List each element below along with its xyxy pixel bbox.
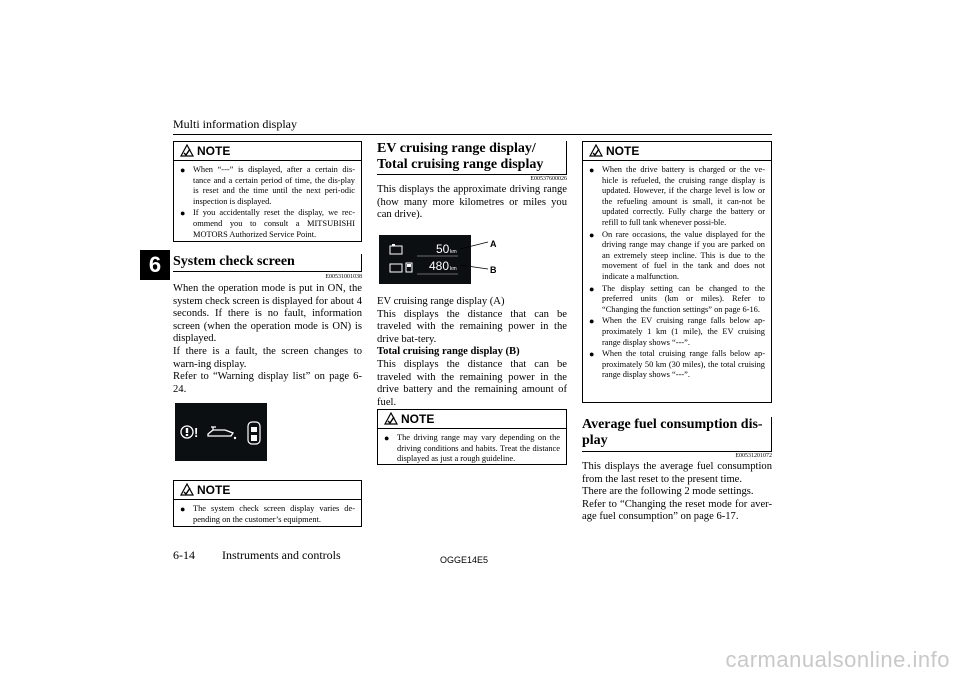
paragraph: This displays the distance that can be traveled with the remaining power in the drive battery and the remaining amount of fuel.	[377, 358, 567, 408]
ev-range-heading: EV cruising range display (A)	[377, 296, 505, 307]
note-warning-icon	[384, 412, 398, 426]
note-item: ● When “---” is displayed, after a certain dis-tance and a certain period of time, the dis-play is reset and the time until the next peri-odic inspection is displayed.	[180, 165, 355, 206]
note-header	[174, 142, 361, 161]
footer-page-number: 6-14	[173, 548, 195, 562]
note-list	[378, 429, 566, 470]
note-box	[377, 409, 567, 465]
ev-range-explanations	[377, 296, 567, 409]
section-rule-vertical	[566, 141, 567, 175]
paragraph: There are the following 2 mode settings.	[582, 486, 754, 498]
section-rule	[582, 451, 772, 452]
system-check-display-image	[175, 403, 267, 461]
system-check-body	[173, 283, 362, 396]
note-item: ● If you accidentally reset the display, we rec-ommend you to consult a MITSUBISHI MOTORS Authorized Service Point.	[180, 208, 355, 239]
note-header	[583, 142, 771, 161]
note-item: ● The display setting can be changed to the preferred units (km or miles). Refer to “Changing the function settings” on page 6-16.	[589, 283, 765, 314]
footer-document-code: OGGE14E5	[440, 555, 489, 565]
section-rule-vertical	[771, 417, 772, 452]
note-item: ● On rare occasions, the value displayed for the driving range may change if you are parked on an extremely steep incline. This is due to the movement of fuel in the tank and does not indicate a malfunction.	[589, 229, 765, 281]
cruising-range-display-image	[379, 235, 471, 284]
running-header: Multi information display	[173, 117, 297, 131]
ev-range-intro: This displays the approximate driving range (how many more kilometres or miles you can drive).	[377, 184, 567, 221]
note-item: ● When the drive battery is charged or the ve-hicle is refueled, the cruising range display is updated. However, if the charge level is low or the refueling amount is small, it can-not be updated correctly. Fully charge the battery or refill to full tank whenever possi-ble.	[589, 165, 765, 227]
header-rule	[173, 134, 772, 135]
section-rule-vertical	[361, 254, 362, 272]
note-warning-icon	[180, 144, 194, 158]
callout-leaders	[460, 235, 505, 285]
callout-b: B	[490, 265, 497, 275]
note-item: ● The driving range may vary depending on the driving conditions and habits. Treat the distance displayed as just a rough guideline.	[384, 433, 560, 464]
section-rule	[173, 271, 362, 272]
note-item: ● The system check screen display varies de-pending on the customer’s equipment.	[180, 504, 355, 524]
note-label: NOTE	[606, 144, 640, 158]
note-label: NOTE	[197, 483, 231, 497]
paragraph: Refer to “Warning display list” on page 6-24.	[173, 371, 362, 395]
paragraph: If there is a fault, the screen changes to warn-ing display.	[173, 345, 362, 370]
paragraph: This displays the distance that can be traveled with the remaining power in the drive bat-tery.	[377, 308, 567, 345]
total-range-heading: Total cruising range display (B)	[377, 346, 520, 358]
note-box	[582, 141, 772, 403]
watermark: carmanualsonline.info	[725, 647, 950, 672]
paragraph: This displays the average fuel consumption from the last reset to the present time.	[582, 461, 772, 485]
note-label: NOTE	[401, 412, 435, 426]
note-label: NOTE	[197, 144, 231, 158]
note-header	[378, 410, 566, 429]
section-title-ev-range: EV cruising range display/ Total cruising range display	[377, 141, 544, 172]
paragraph: When the operation mode is put in ON, the system check screen is displayed for about 4 seconds. If there is no fault, information screen (when the operation mode is ON) is displayed.	[173, 283, 362, 345]
paragraph: Refer to “Changing the reset mode for aver-age fuel consumption” on page 6-17.	[582, 498, 772, 523]
section-code: E00531201072	[735, 453, 772, 459]
total-range-value: 480	[429, 259, 450, 273]
chapter-tab: 6	[140, 250, 170, 280]
ev-range-value: 50	[436, 242, 450, 256]
note-box	[173, 141, 362, 242]
note-header	[174, 481, 361, 500]
ev-range-unit: km	[450, 249, 457, 255]
section-code: E00531001038	[325, 274, 362, 280]
callout-a: A	[490, 239, 497, 249]
average-fuel-body	[582, 461, 772, 524]
footer-section-name: Instruments and controls	[222, 548, 341, 562]
section-title-average-fuel: Average fuel consumption dis- play	[582, 417, 763, 448]
note-item: ● When the total cruising range falls below ap-proximately 50 km (30 miles), the total cruising range display shows “---”.	[589, 349, 765, 380]
note-warning-icon	[180, 483, 194, 497]
note-list	[583, 161, 771, 386]
total-range-unit: km	[450, 266, 457, 272]
note-list	[174, 500, 361, 530]
svg-text:!: !	[194, 425, 199, 440]
section-rule	[377, 174, 567, 175]
section-title-system-check: System check screen	[173, 254, 295, 269]
note-list	[174, 161, 361, 245]
note-item: ● When the EV cruising range falls below ap-proximately 1 km (1 mile), the EV cruising range display shows “---”.	[589, 316, 765, 347]
note-box	[173, 480, 362, 527]
note-warning-icon	[589, 144, 603, 158]
system-check-warning-icons	[175, 403, 267, 461]
section-code: E00537600026	[530, 176, 567, 182]
